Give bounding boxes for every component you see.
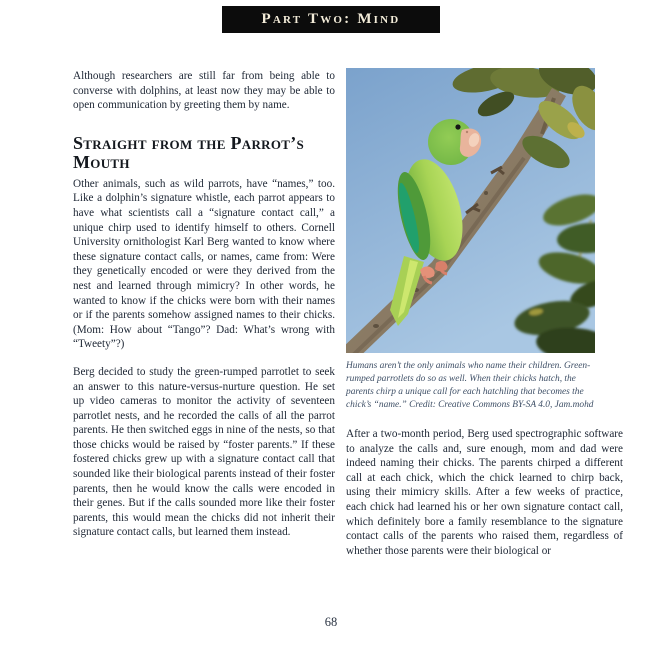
paragraph-parrot-names: Other animals, such as wild parrots, have “names,” too. Like a dolphin’s signature whistle, each parrot appears to have what scientists call a “signature contact call,” a unique chirp used to identify himself to others. Cornell University ornithologist Karl Berg wanted to know where these signature contact calls, or names, came from: Were they genetically encoded or were they derived from the nest and learned through mimicry? In other words, he wanted to know if the chicks were born with their names or if the parents somehow assigned names to their chicks. (Mom: How about “Tango”? Dad: What’s wrong with “Tweety”?) xyxy=(73,177,335,351)
paragraph-berg-study: Berg decided to study the green-rumped parrotlet to seek an answer to this nature-versus-nurture question. He set up video cameras to monitor the activity of seventeen parrotlet nests, and he recorded the calls of all the parrot parents. He then switched eggs in nine of the nests, so that those chicks would be raised by “foster parents.” If these fostered chicks grew up with a signature contact call that sounded like their biological parents instead of their foster parents, then he would know the calls were encoded in their genes. But if the calls sounded more like their foster parents, this would mean the chicks did not inherit their signature contact calls, but learned them instead. xyxy=(73,365,335,539)
parrot-photo xyxy=(346,68,595,353)
intro-paragraph: Although researchers are still far from being able to converse with dolphins, at least now they may be able to open communication by greeting them by name. xyxy=(73,70,335,112)
photo-caption: Humans aren’t the only animals who name their children. Green-rumped parrotlets do so as well. When their chicks hatch, the parents chirp a unique call for each hatchling that becomes the chick’s “name.” Credit: Creative Commons BY-SA 4.0, Jam.mohd xyxy=(346,361,594,410)
parrot-photo-figure xyxy=(346,68,595,412)
right-column xyxy=(346,68,623,558)
parrot-eye xyxy=(455,124,460,129)
page-number: 68 xyxy=(324,615,338,629)
page-footer xyxy=(0,613,662,631)
section-heading: Straight from the Parrot’s Mouth xyxy=(73,132,305,172)
part-banner-title: Part Two: Mind xyxy=(261,11,401,27)
paragraph-spectrographic: After a two-month period, Berg used spectrographic software to analyze the calls and, sure enough, mom and dad were indeed naming their chicks. The parents chirped a different call at each chick, which the chick learned to chirp back, using their mimicry skills. After a few weeks of practice, each chick had learned his or her own signature contact call, which definitely bore a family resemblance to the signature contact calls of the parents who raised them, regardless of whether those parents were their biological or xyxy=(346,428,623,557)
part-banner xyxy=(222,6,440,33)
left-column xyxy=(73,66,335,540)
